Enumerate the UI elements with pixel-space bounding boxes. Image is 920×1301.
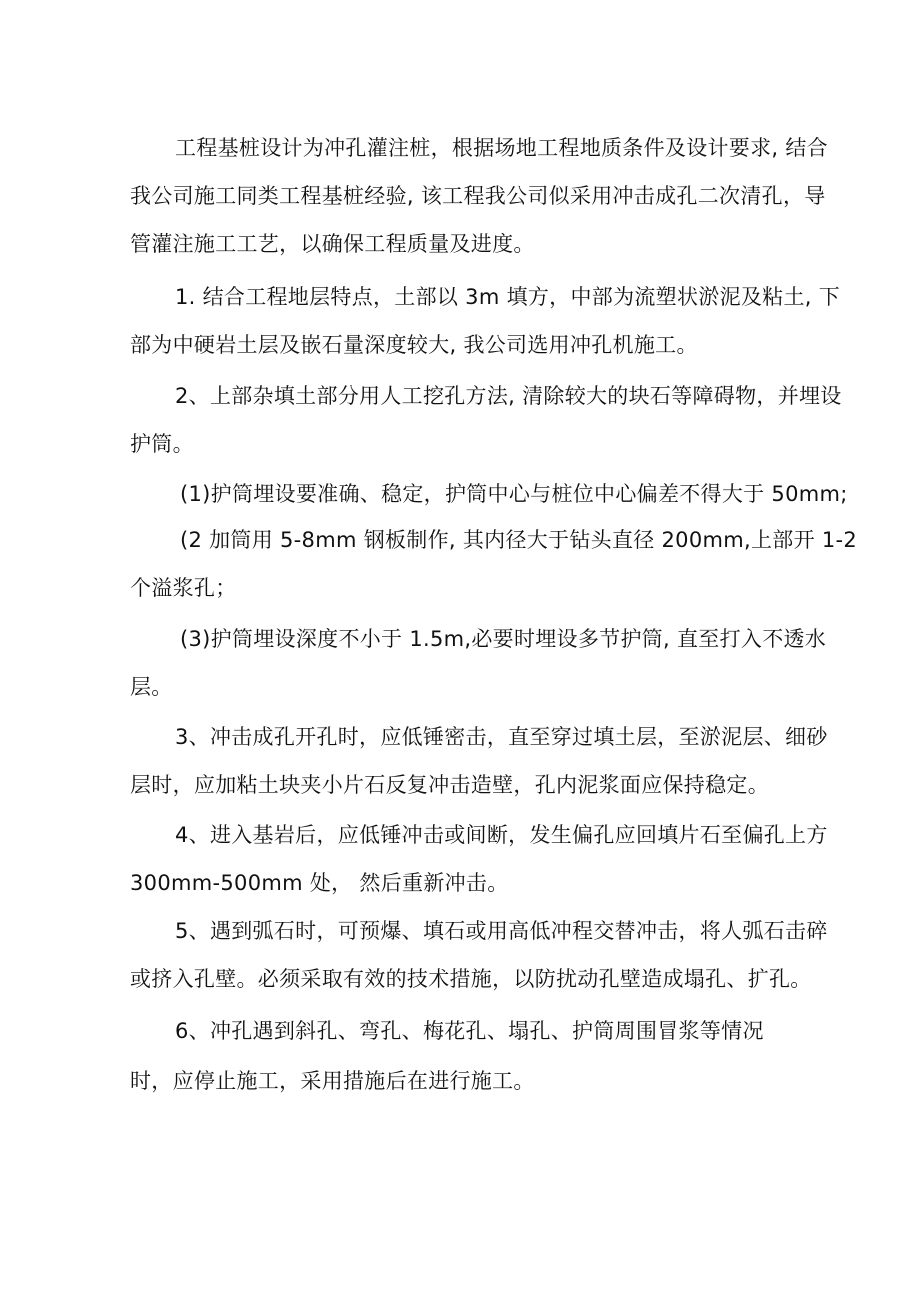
item-1-line-2: 部为中硬岩土层及嵌石量深度较大, 我公司选用冲孔机施工。 xyxy=(130,333,698,357)
subitem-2-line-2: 个溢浆孔； xyxy=(130,576,237,600)
item-6-line-1: 6、冲孔遇到斜孔、弯孔、梅花孔、塌孔、护筒周围冒浆等情况 xyxy=(175,1019,764,1043)
item-6-line-2: 时，应停止施工，采用措施后在进行施工。 xyxy=(130,1069,535,1093)
subitem-1-line-1: (1)护筒埋设要准确、稳定，护筒中心与桩位中心偏差不得大于 50mm; xyxy=(180,482,848,506)
paragraph-intro-line-3: 管灌注施工工艺，以确保工程质量及进度。 xyxy=(130,232,535,256)
paragraph-intro-line-2: 我公司施工同类工程基桩经验, 该工程我公司似采用冲击成孔二次清孔，导 xyxy=(130,184,826,208)
item-2-line-1: 2、上部杂填土部分用人工挖孔方法, 清除较大的块石等障碍物，并埋设 xyxy=(175,384,842,408)
subitem-3-line-1: (3)护筒埋设深度不小于 1.5m,必要时埋设多节护筒, 直至打入不透水 xyxy=(180,627,827,651)
subitem-2-line-1: (2 加筒用 5-8mm 钢板制作, 其内径大于钻头直径 200mm,上部开 1-2 xyxy=(180,528,858,552)
item-4-line-1: 4、进入基岩后，应低锤冲击或间断，发生偏孔应回填片石至偏孔上方 xyxy=(175,823,828,847)
item-5-line-1: 5、遇到弧石时，可预爆、填石或用高低冲程交替冲击，将人弧石击碎 xyxy=(175,919,828,943)
paragraph-intro-line-1: 工程基桩设计为冲孔灌注桩，根据场地工程地质条件及设计要求, 结合 xyxy=(175,136,828,160)
subitem-3-line-2: 层。 xyxy=(130,675,173,699)
item-3-line-1: 3、冲击成孔开孔时，应低锤密击，直至穿过填土层，至淤泥层、细砂 xyxy=(175,725,828,749)
item-5-line-2: 或挤入孔壁。必须采取有效的技术措施，以防扰动孔壁造成塌孔、扩孔。 xyxy=(130,967,812,991)
item-2-line-2: 护筒。 xyxy=(130,432,194,456)
item-1-line-1: 1. 结合工程地层特点，土部以 3m 填方，中部为流塑状淤泥及粘土, 下 xyxy=(175,285,841,309)
item-3-line-2: 层时，应加粘土块夹小片石反复冲击造壁，孔内泥浆面应保持稳定。 xyxy=(130,773,769,797)
item-4-line-2: 300mm-500mm 处， 然后重新冲击。 xyxy=(130,871,509,895)
